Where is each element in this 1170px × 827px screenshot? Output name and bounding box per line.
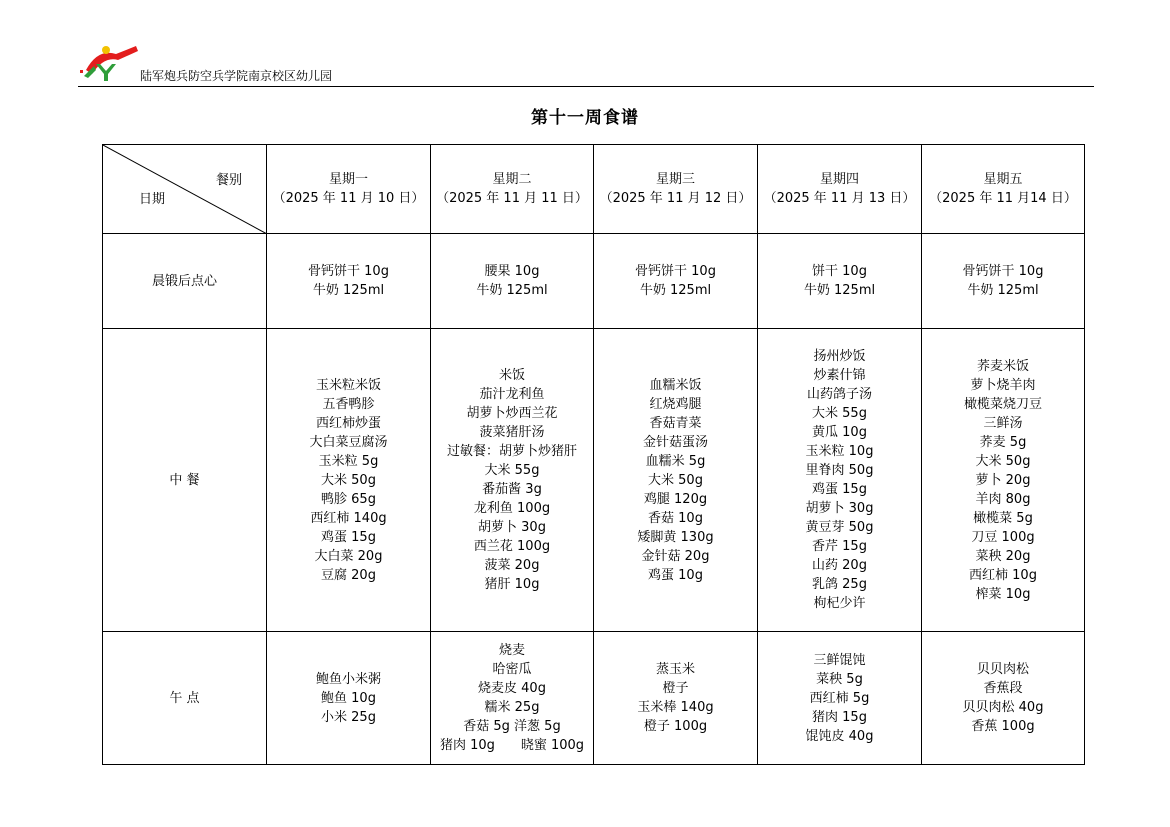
menu-line: 西红柿 5g [809, 690, 870, 706]
menu-line: 金针菇蛋汤 [642, 434, 708, 450]
menu-cell [267, 234, 431, 329]
menu-line: 血糯米饭 [649, 377, 702, 393]
day-date: （2025 年 11 月 13 日） [763, 191, 916, 206]
corner-cell [103, 145, 267, 234]
meal-row [103, 234, 1085, 329]
day-name: 星期一 [328, 172, 368, 187]
menu-line: 米饭 [498, 368, 525, 383]
menu-line: 菜秧 20g [975, 548, 1031, 564]
menu-cell [431, 329, 594, 632]
menu-line: 玉米粒 5g [318, 453, 379, 469]
menu-line: 鸭胗 65g [321, 491, 376, 507]
menu-line: 糯米 25g [484, 700, 540, 715]
menu-line: 萝卜烧羊肉 [970, 377, 1036, 393]
day-name: 星期二 [492, 172, 532, 187]
menu-line: 牛奶 125ml [639, 283, 712, 298]
menu-line: 黄瓜 10g [812, 425, 867, 440]
menu-line: 牛奶 125ml [476, 283, 548, 298]
day-date: （2025 年 11 月 11 日） [436, 191, 588, 206]
menu-line: 鲍鱼小米粥 [315, 671, 381, 687]
menu-line: 烧麦皮 40g [478, 681, 546, 696]
menu-line: 橙子 100g [643, 719, 708, 734]
menu-line: 鸡蛋 10g [648, 567, 703, 583]
day-date: （2025 年 11 月 10 日） [272, 191, 425, 206]
meal-row [103, 329, 1085, 632]
menu-line: 蒸玉米 [655, 662, 695, 677]
menu-cell [922, 632, 1085, 765]
menu-line: 鸡蛋 15g [321, 529, 376, 545]
menu-line: 牛奶 125ml [803, 283, 876, 298]
menu-line: 菜秧 5g [816, 671, 863, 687]
menu-line: 山药鸽子汤 [806, 387, 872, 402]
menu-line: 香菇 10g [648, 510, 703, 526]
menu-line: 大米 50g [975, 453, 1031, 469]
menu-cell [758, 632, 922, 765]
menu-line: 西红柿炒蛋 [315, 415, 381, 431]
menu-line: 扬州炒饭 [813, 349, 866, 364]
menu-line: 黄豆芽 50g [805, 520, 874, 535]
menu-line: 血糯米 5g [645, 453, 706, 469]
menu-line: 贝贝肉松 40g [962, 700, 1044, 715]
menu-line: 腰果 10g [484, 264, 540, 279]
menu-line: 枸杞少许 [813, 596, 866, 611]
menu-line: 饼干 10g [812, 264, 867, 279]
logo-dot [80, 70, 83, 73]
menu-line: 大米 55g [484, 463, 540, 478]
menu-line: 菠菜 20g [484, 558, 540, 573]
menu-line: 大白菜豆腐汤 [309, 434, 388, 450]
menu-line: 香芹 15g [812, 539, 867, 554]
menu-line: 大米 55g [812, 406, 867, 421]
menu-line: 矮脚黄 130g [637, 529, 714, 545]
menu-line: 胡萝卜 30g [805, 501, 874, 516]
menu-line: 橙子 [662, 681, 689, 696]
menu-cell [431, 234, 594, 329]
menu-line: 玉米粒米饭 [315, 377, 381, 393]
menu-line: 猪肝 10g [484, 577, 540, 592]
menu-line: 小米 25g [321, 709, 376, 725]
menu-line: 贝贝肉松 [976, 662, 1029, 677]
kindergarten-logo [78, 40, 140, 82]
meal-row [103, 632, 1085, 765]
menu-line: 炒素什锦 [813, 368, 866, 383]
day-name: 星期三 [655, 172, 695, 187]
menu-line: 骨钙饼干 10g [308, 264, 389, 279]
meal-label: 晨锻后点心 [103, 234, 267, 329]
menu-line: 红烧鸡腿 [649, 396, 702, 412]
menu-line: 骨钙饼干 10g [962, 264, 1044, 279]
day-header [267, 145, 431, 234]
menu-line: 荞麦 5g [979, 434, 1027, 450]
menu-cell [922, 234, 1085, 329]
menu-line: 烧麦 [498, 643, 525, 658]
menu-line: 西红柿 10g [969, 567, 1037, 583]
corner-diagonal [103, 145, 267, 234]
day-name: 星期四 [819, 172, 859, 187]
logo-figure [96, 64, 116, 81]
menu-line: 豆腐 20g [321, 567, 376, 583]
menu-line: 里脊肉 50g [805, 463, 874, 478]
menu-line: 山药 20g [812, 558, 867, 573]
date-label: 日期 [139, 192, 166, 207]
logo-sun [102, 46, 110, 54]
menu-line: 猪肉 15g [812, 709, 867, 725]
menu-cell [267, 329, 431, 632]
menu-cell [758, 234, 922, 329]
menu-line: 牛奶 125ml [967, 283, 1039, 298]
page-header [78, 40, 1094, 88]
menu-line: 橄榄菜 5g [973, 510, 1033, 526]
page-title: 第十一周食谱 [531, 108, 639, 128]
day-header [922, 145, 1085, 234]
menu-line: 胡萝卜炒西兰花 [466, 406, 558, 421]
menu-line: 刀豆 100g [971, 529, 1035, 545]
menu-line: 哈密瓜 [492, 662, 532, 677]
menu-cell [922, 329, 1085, 632]
menu-line: 荞麦米饭 [976, 358, 1029, 374]
menu-cell [758, 329, 922, 632]
menu-line: 龙利鱼 100g [473, 501, 551, 516]
menu-cell [267, 632, 431, 765]
menu-line: 鸡腿 120g [643, 491, 708, 507]
menu-line: 乳鸽 25g [812, 577, 867, 592]
menu-line: 五香鸭胗 [322, 396, 375, 412]
menu-line: 大白菜 20g [314, 548, 383, 564]
menu-line: 鲍鱼 10g [321, 690, 376, 706]
menu-line: 香菇 5g 洋葱 5g [463, 719, 561, 734]
day-header [758, 145, 922, 234]
menu-line: 三鲜汤 [983, 415, 1023, 431]
menu-line: 猪肉 10g 晓蜜 100g [439, 738, 585, 753]
menu-line: 三鲜馄饨 [813, 652, 866, 668]
table-header-row [103, 145, 1085, 234]
menu-line: 香菇青菜 [649, 415, 702, 431]
day-header [594, 145, 758, 234]
menu-line: 玉米棒 140g [637, 700, 714, 715]
menu-line: 香蕉段 [983, 681, 1023, 696]
menu-line: 大米 50g [321, 472, 376, 488]
menu-line: 大米 50g [648, 472, 703, 488]
meal-label: 午 点 [103, 632, 267, 765]
menu-line: 西红柿 140g [310, 510, 387, 526]
menu-line: 茄汁龙利鱼 [479, 387, 545, 402]
menu-line: 牛奶 125ml [312, 283, 385, 298]
menu-line: 金针菇 20g [641, 548, 710, 564]
menu-line: 橄榄菜烧刀豆 [963, 396, 1042, 412]
day-name: 星期五 [983, 172, 1023, 187]
menu-line: 萝卜 20g [975, 472, 1031, 488]
menu-line: 过敏餐：胡萝卜炒猪肝 [446, 444, 577, 459]
header-divider [78, 86, 1094, 87]
menu-line: 香蕉 100g [971, 719, 1035, 734]
org-name: 陆军炮兵防空兵学院南京校区幼儿园 [140, 69, 333, 83]
menu-line: 西兰花 100g [473, 539, 551, 554]
menu-cell [594, 329, 758, 632]
menu-line: 菠菜猪肝汤 [479, 425, 545, 440]
menu-line: 番茄酱 3g [482, 482, 542, 497]
menu-line: 榨菜 10g [975, 586, 1031, 602]
menu-cell [594, 632, 758, 765]
menu-line: 羊肉 80g [975, 491, 1031, 507]
menu-line: 鸡蛋 15g [812, 482, 867, 497]
meal-type-label: 餐别 [215, 173, 242, 188]
menu-line: 馄饨皮 40g [805, 728, 874, 744]
day-date: （2025 年 11 月 12 日） [599, 191, 752, 206]
day-date: （2025 年 11 月14 日） [929, 191, 1077, 206]
menu-cell [594, 234, 758, 329]
day-header [431, 145, 594, 234]
meal-label: 中 餐 [103, 329, 267, 632]
menu-line: 胡萝卜 30g [478, 520, 546, 535]
weekly-menu-table [102, 144, 1085, 765]
menu-line: 骨钙饼干 10g [635, 264, 716, 279]
menu-cell [431, 632, 594, 765]
menu-line: 玉米粒 10g [805, 444, 874, 459]
